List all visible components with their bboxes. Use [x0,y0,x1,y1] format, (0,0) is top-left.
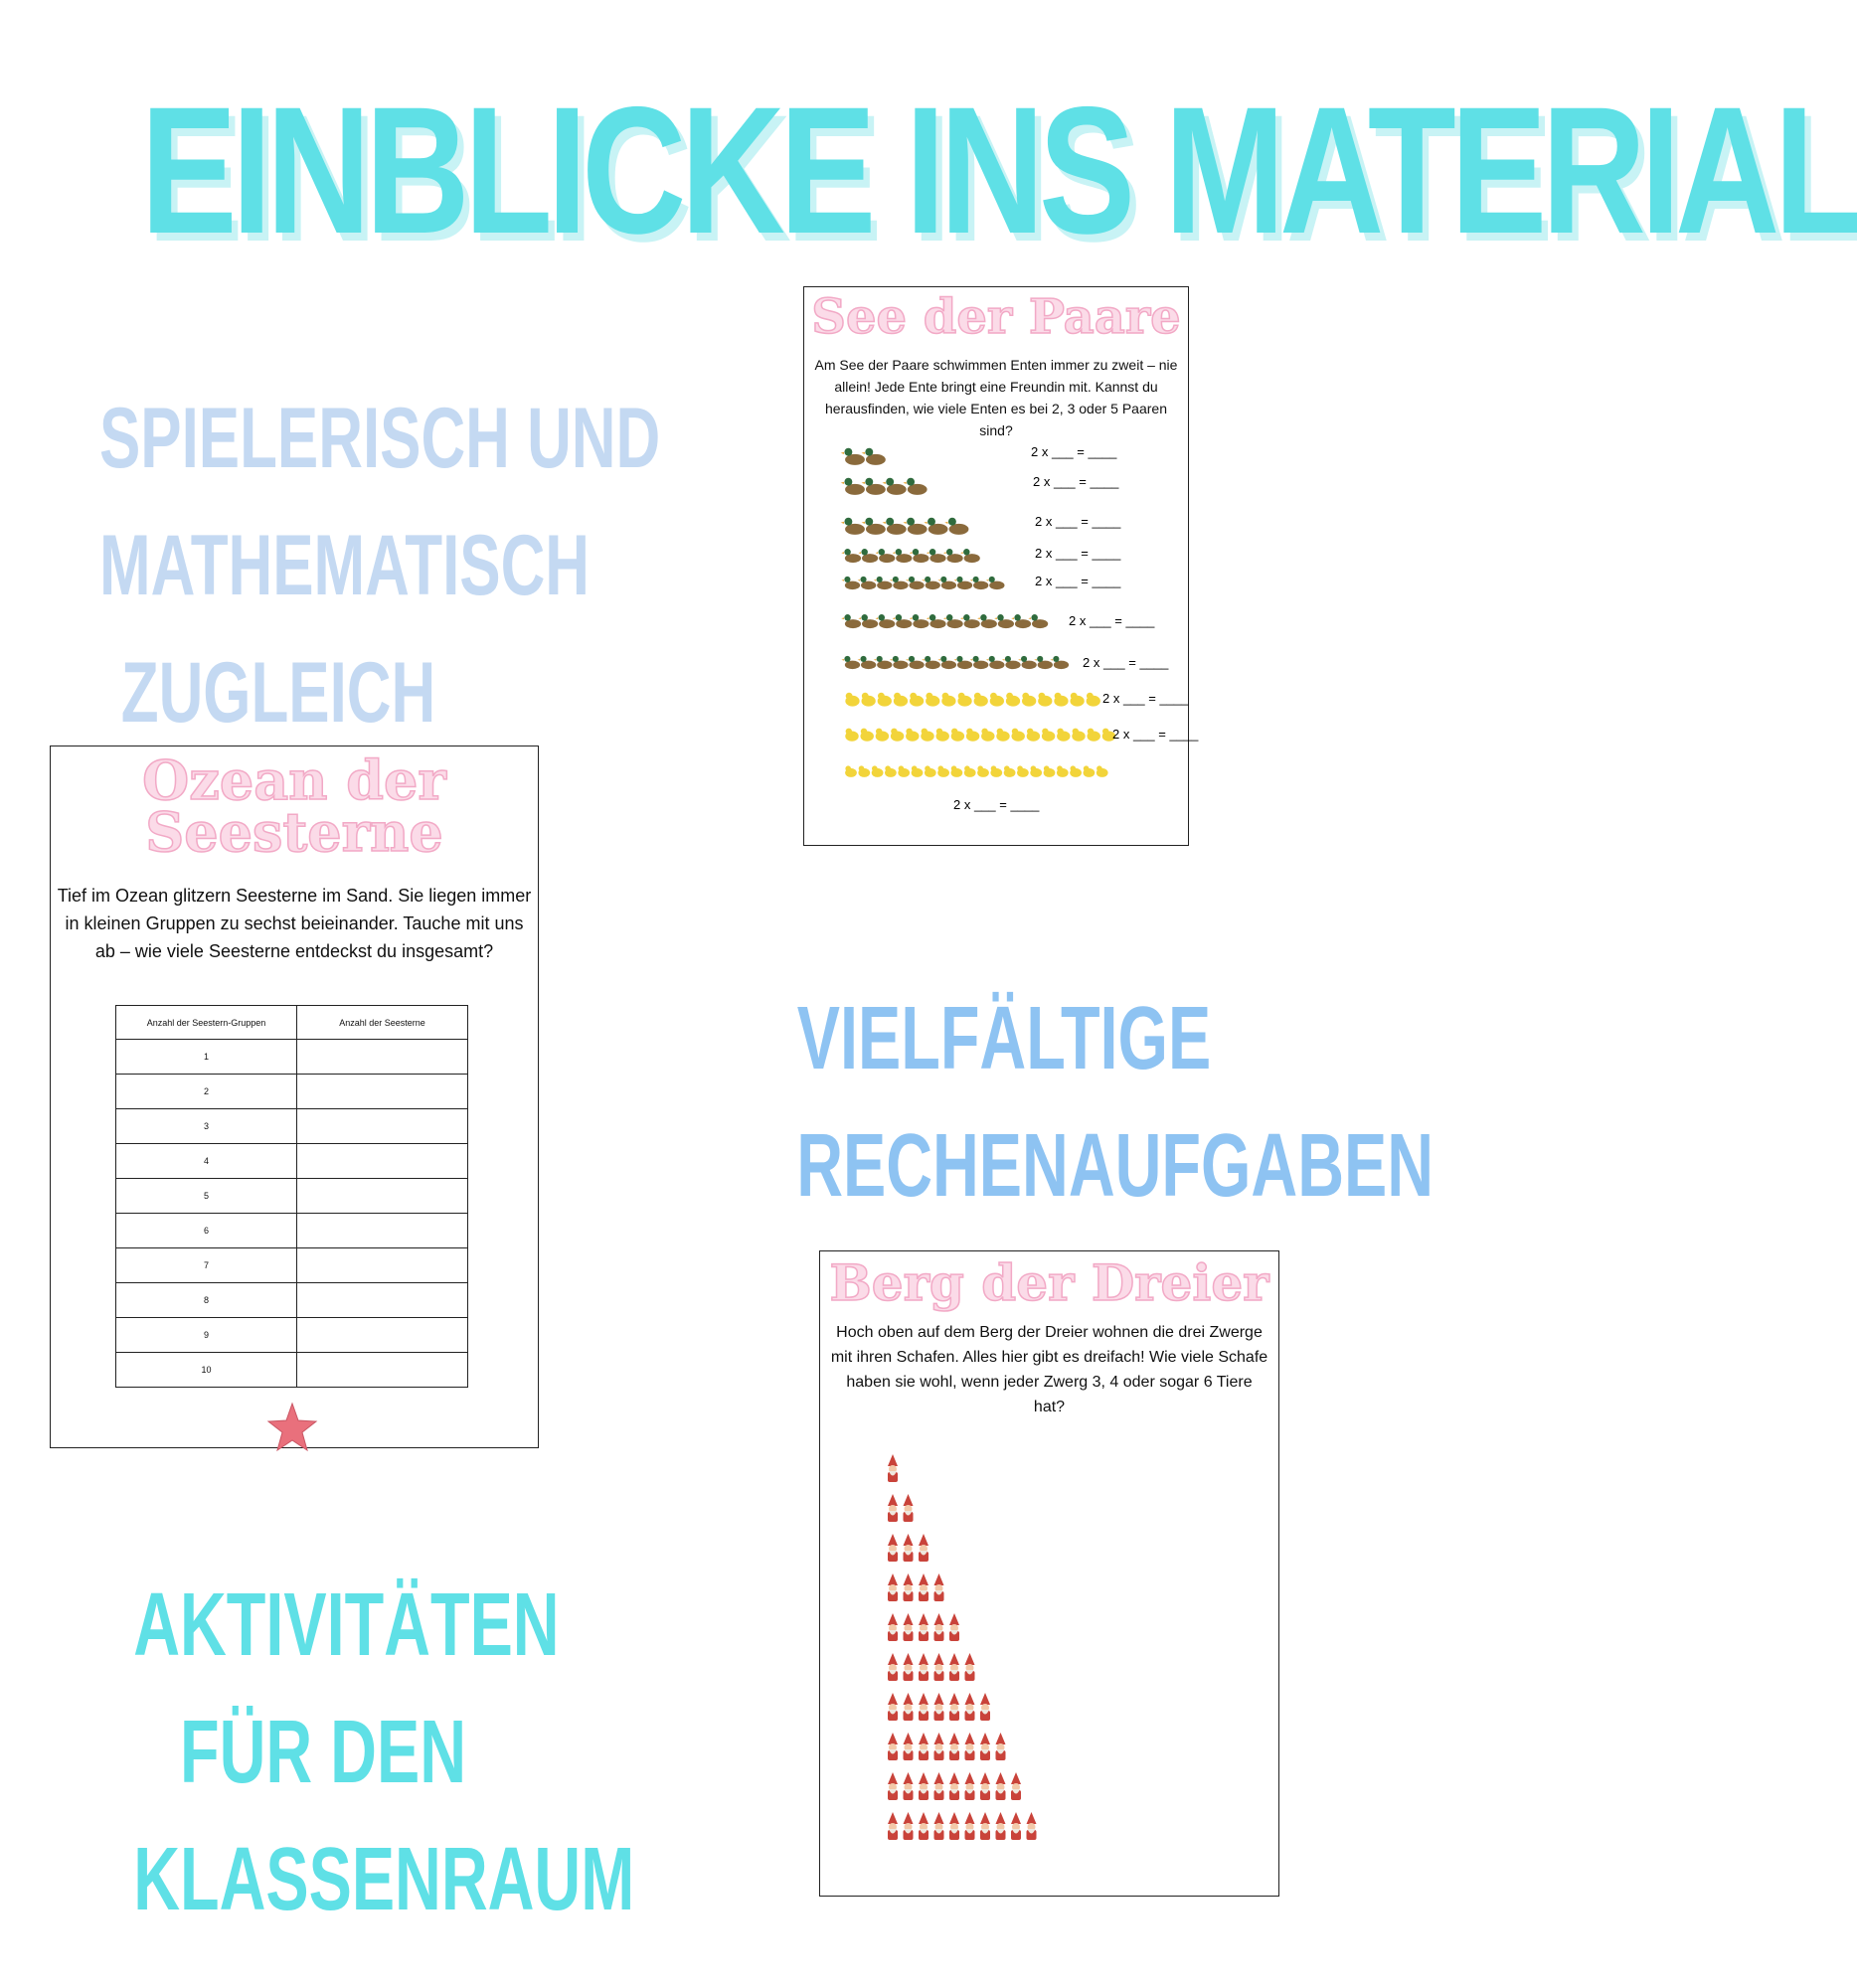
duck-icon [876,614,896,628]
duck-icon [924,518,947,535]
gnome-icon [904,1574,914,1601]
duck-icon [903,518,927,535]
equation-blank[interactable]: 2 x ___ = ____ [1031,444,1117,459]
gnome-icon [904,1693,914,1721]
chick-icon [910,693,924,707]
equation-blank[interactable]: 2 x ___ = ____ [1035,574,1121,588]
gnome-icon [919,1772,928,1800]
group-count-cell: 8 [116,1283,297,1318]
chick-icon [1097,765,1108,776]
chick-icon [1070,693,1084,707]
chick-icon [894,693,908,707]
gnome-icon [904,1613,914,1641]
gnome-icon [904,1534,914,1562]
duck-icon [954,656,973,669]
duck-icon [977,614,997,628]
equation-blank[interactable]: 2 x ___ = ____ [1035,514,1121,529]
worksheet-intro: Tief im Ozean glitzern Seesterne im Sand. Sie liegen immer in kleinen Gruppen zu sechst beieinander. Tauche mit uns ab – wie viele Seesterne entdeckst du insgesamt? [57,886,532,961]
gnome-icon [904,1653,914,1681]
duck-icon [927,614,946,628]
chick-icon [845,765,857,776]
gnome-icon [888,1733,898,1760]
gnome-icon [996,1772,1006,1800]
worksheet-intro: Am See der Paare schwimmen Enten immer zu zweit – nie allein! Jede Ente bringt eine Freundin mit. Kannst du herausfinden, wie viele Enten es bei 2, 3 oder 5 Paaren sind? [814,357,1178,439]
chick-icon [981,729,994,742]
chick-icon [951,729,964,742]
gnome-icon [965,1812,975,1840]
gnome-icon [919,1812,928,1840]
duck-icon [874,656,893,669]
gnome-icon [888,1574,898,1601]
duck-icon [943,614,963,628]
duck-icon [858,549,878,563]
duck-icon [906,577,925,589]
duck-icon [1050,656,1069,669]
chick-icon [1087,693,1100,707]
duck-icon [903,478,927,495]
chick-icon [1017,765,1029,776]
gnome-icon [980,1772,990,1800]
chick-icon [990,765,1002,776]
group-count-cell: 5 [116,1179,297,1214]
duck-icon [1018,656,1037,669]
group-count-cell: 1 [116,1040,297,1075]
gnome-icon [934,1733,944,1760]
gnome-icon [965,1733,975,1760]
gnome-icon [949,1613,959,1641]
chick-icon [862,693,876,707]
feature-line: AKTIVITÄTEN [133,1575,560,1675]
gnome-icon [996,1733,1006,1760]
duck-icon [944,518,968,535]
starfish-table [115,1005,468,1388]
duck-icon [858,577,877,589]
chick-icon [990,693,1004,707]
feature-spielerisch [99,391,661,777]
gnome-icon [949,1772,959,1800]
chick-icon [977,765,989,776]
chick-icon [1022,693,1036,707]
chick-icon [951,765,963,776]
gnome-icon [904,1494,914,1522]
duck-icon [841,656,860,669]
table-header: Anzahl der Seestern-Gruppen [116,1006,297,1040]
table-row [116,1075,468,1109]
chick-icon [921,729,933,742]
equation-blank[interactable]: 2 x ___ = ____ [1069,613,1155,628]
duck-icon [893,549,913,563]
duck-icon [954,577,973,589]
chick-icon [878,693,892,707]
duck-icon [862,478,886,495]
gnome-icon [919,1574,928,1601]
table-row [116,1248,468,1283]
chick-icon [925,765,936,776]
gnome-icon [904,1772,914,1800]
answer-cell[interactable] [297,1248,468,1283]
gnome-icon [919,1693,928,1721]
duck-icon [910,614,929,628]
duck-icon [841,518,865,535]
duck-icon [858,656,877,669]
gnome-icon [888,1772,898,1800]
gnome-icon [965,1772,975,1800]
duck-icon [922,577,940,589]
duck-icon [960,614,980,628]
chick-icon [937,765,949,776]
duck-icon [960,549,980,563]
chick-icon [1011,729,1024,742]
chick-icon [912,765,924,776]
gnome-icon [888,1812,898,1840]
answer-cell[interactable] [297,1318,468,1353]
chick-icon [1072,729,1085,742]
duck-icon [841,614,861,628]
duck-icon [841,577,860,589]
chick-icon [1044,765,1056,776]
duck-icon [910,549,929,563]
chick-icon [957,693,971,707]
duck-rows [804,444,1199,842]
duck-icon [876,549,896,563]
worksheet-berg-der-dreier [819,1250,1279,1897]
duck-icon [1002,656,1021,669]
duck-icon [970,656,989,669]
equation-blank[interactable]: 2 x ___ = ____ [1083,655,1169,670]
worksheet-title: See der Paare [811,289,1181,345]
feature-rechenaufgaben [796,989,1435,1248]
group-count-cell: 6 [116,1214,297,1248]
gnome-icon [934,1812,944,1840]
table-row [116,1283,468,1318]
chick-icon [1054,693,1068,707]
gnome-icon [949,1653,959,1681]
chick-icon [1027,729,1040,742]
chick-icon [872,765,884,776]
duck-icon [841,478,865,495]
gnome-icon [934,1613,944,1641]
worksheet-see-der-paare [803,286,1199,846]
gnome-icon [1011,1812,1021,1840]
gnome-icon [934,1653,944,1681]
feature-line: KLASSENRAUM [133,1830,635,1929]
gnome-icon [980,1733,990,1760]
equation-blank[interactable]: 2 x ___ = ____ [1035,546,1121,561]
chick-icon [974,693,988,707]
gnome-icon [904,1812,914,1840]
equation-blank[interactable]: 2 x ___ = ____ [953,797,1040,812]
table-row [116,1109,468,1144]
gnome-icon [888,1454,898,1482]
chick-icon [1042,729,1055,742]
chick-icon [1057,729,1070,742]
chick-icon [1004,765,1016,776]
worksheet-title: Ozean der Seesterne [142,748,446,864]
gnome-icon [888,1613,898,1641]
gnome-icon [888,1693,898,1721]
chick-icon [1087,729,1099,742]
feature-line: VIELFÄLTIGE [796,989,1212,1088]
chick-icon [935,729,948,742]
duck-icon [890,577,909,589]
duck-icon [922,656,940,669]
chick-icon [1070,765,1082,776]
equation-blank[interactable]: 2 x ___ = ____ [1102,691,1189,706]
duck-icon [937,656,956,669]
answer-cell[interactable] [297,1179,468,1214]
table-row [116,1040,468,1075]
chick-icon [891,729,904,742]
answer-cell[interactable] [297,1214,468,1248]
duck-icon [841,448,865,465]
duck-icon [927,549,946,563]
chick-icon [845,693,859,707]
table-header: Anzahl der Seesterne [297,1006,468,1040]
gnome-icon [934,1693,944,1721]
duck-icon [937,577,956,589]
group-count-cell: 10 [116,1353,297,1388]
gnome-icon [965,1693,975,1721]
table-row [116,1179,468,1214]
chick-icon [906,729,919,742]
chick-icon [966,729,979,742]
answer-cell[interactable] [297,1109,468,1144]
duck-icon [1011,614,1031,628]
chick-icon [941,693,955,707]
chick-icon [898,765,910,776]
chick-icon [885,765,897,776]
group-count-cell: 2 [116,1075,297,1109]
chick-icon [1006,693,1020,707]
gnome-rows [820,1446,1277,1864]
chick-icon [996,729,1009,742]
chick-icon [1038,693,1052,707]
gnome-icon [949,1733,959,1760]
feature-line: MATHEMATISCH [99,518,591,613]
feature-klassenraum [133,1575,635,1962]
answer-cell[interactable] [297,1040,468,1075]
gnome-icon [919,1613,928,1641]
group-count-cell: 3 [116,1109,297,1144]
gnome-icon [919,1534,928,1562]
table-row [116,1214,468,1248]
chick-icon [926,693,939,707]
feature-line: ZUGLEICH [120,645,436,741]
gnome-icon [949,1693,959,1721]
duck-icon [1034,656,1053,669]
duck-icon [862,518,886,535]
duck-icon [906,656,925,669]
gnome-icon [980,1693,990,1721]
chick-icon [1030,765,1042,776]
worksheet-title: Berg der Dreier [829,1253,1269,1312]
answer-cell[interactable] [297,1144,468,1179]
feature-line: FÜR DEN [180,1703,466,1802]
gnome-icon [996,1812,1006,1840]
duck-icon [883,518,907,535]
gnome-icon [904,1733,914,1760]
duck-icon [893,614,913,628]
gnome-icon [888,1653,898,1681]
equation-blank[interactable]: 2 x ___ = ____ [1112,727,1199,742]
worksheet-ozean-der-seesterne [50,746,539,1448]
duck-icon [883,478,907,495]
answer-cell[interactable] [297,1353,468,1388]
gnome-icon [934,1772,944,1800]
answer-cell[interactable] [297,1075,468,1109]
chick-icon [876,729,889,742]
gnome-icon [1011,1772,1021,1800]
table-row [116,1318,468,1353]
duck-icon [986,577,1005,589]
gnome-icon [980,1812,990,1840]
feature-line: RECHENAUFGABEN [796,1116,1435,1216]
duck-icon [1028,614,1048,628]
duck-icon [862,448,886,465]
gnome-icon [919,1653,928,1681]
gnome-icon [934,1574,944,1601]
group-count-cell: 9 [116,1318,297,1353]
duck-icon [841,549,861,563]
duck-icon [986,656,1005,669]
answer-cell[interactable] [297,1283,468,1318]
gnome-icon [965,1653,975,1681]
duck-icon [858,614,878,628]
gnome-icon [888,1534,898,1562]
duck-icon [874,577,893,589]
duck-icon [994,614,1014,628]
group-count-cell: 4 [116,1144,297,1179]
gnome-icon [1027,1812,1037,1840]
chick-icon [858,765,870,776]
table-row [116,1353,468,1388]
duck-icon [943,549,963,563]
group-count-cell: 7 [116,1248,297,1283]
feature-line: SPIELERISCH UND [99,391,661,486]
headline: EINBLICKE INS MATERIAL [140,69,1857,271]
duck-icon [890,656,909,669]
gnome-icon [888,1494,898,1522]
equation-blank[interactable]: 2 x ___ = ____ [1033,474,1119,489]
chick-icon [1084,765,1096,776]
gnome-icon [949,1812,959,1840]
starfish-icon [267,1403,317,1452]
chick-icon [1057,765,1069,776]
chick-icon [964,765,976,776]
gnome-icon [919,1733,928,1760]
worksheet-intro: Hoch oben auf dem Berg der Dreier wohnen die drei Zwerge mit ihren Schafen. Alles hier gibt es dreifach! Wie viele Schafe haben sie wohl, wenn jeder Zwerg 3, 4 oder sogar 6 Tiere hat? [830,1323,1268,1415]
chick-icon [845,729,858,742]
chick-icon [860,729,873,742]
table-row [116,1144,468,1179]
duck-icon [970,577,989,589]
